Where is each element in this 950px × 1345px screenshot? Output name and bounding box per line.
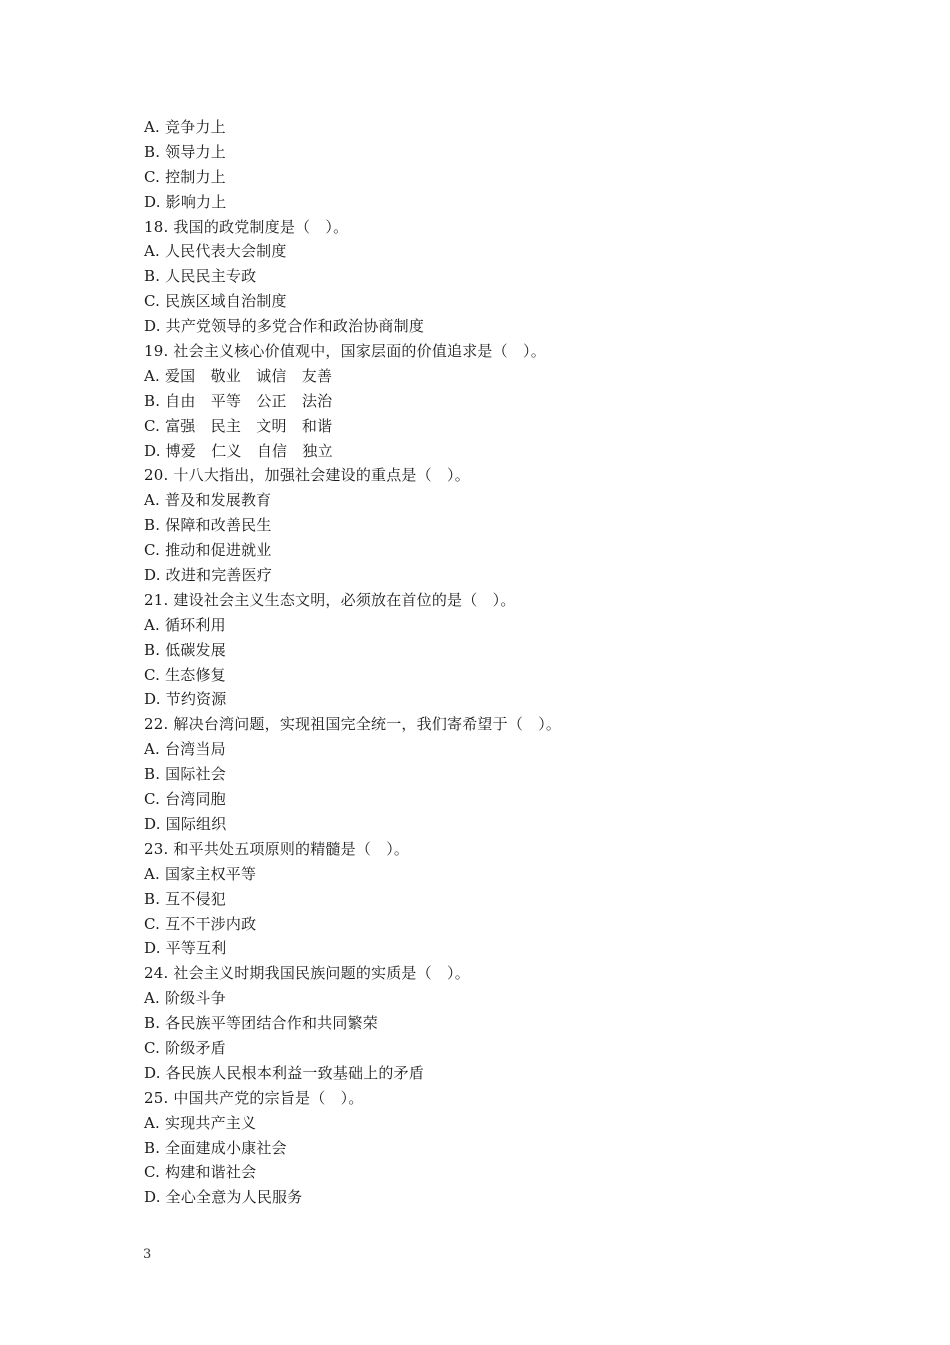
answer-option: A. 国家主权平等 — [144, 864, 257, 883]
answer-option: A. 台湾当局 — [144, 740, 226, 759]
answer-option: D. 博爱 仁义 自信 独立 — [144, 441, 333, 460]
answer-option: C. 生态修复 — [144, 665, 226, 684]
answer-option: A. 人民代表大会制度 — [144, 242, 287, 261]
answer-option: D. 各民族人民根本利益一致基础上的矛盾 — [144, 1063, 425, 1082]
answer-option: C. 构建和谐社会 — [144, 1163, 257, 1182]
answer-option: B. 低碳发展 — [144, 640, 226, 659]
answer-option: B. 自由 平等 公正 法治 — [144, 391, 333, 410]
question-22: 22. 解决台湾问题，实现祖国完全统一，我们寄希望于（ ）。 — [144, 715, 562, 734]
answer-option: D. 国际组织 — [144, 814, 227, 833]
answer-option: B. 领导力上 — [144, 142, 226, 161]
answer-option: B. 互不侵犯 — [144, 889, 226, 908]
answer-option: C. 推动和促进就业 — [144, 541, 272, 560]
question-list — [144, 115, 864, 1210]
answer-option: A. 爱国 敬业 诚信 友善 — [144, 366, 333, 385]
answer-option: B. 国际社会 — [144, 765, 226, 784]
answer-option: A. 普及和发展教育 — [144, 491, 272, 510]
answer-option: C. 台湾同胞 — [144, 790, 226, 809]
answer-option: A. 阶级斗争 — [144, 989, 226, 1008]
answer-option: B. 全面建成小康社会 — [144, 1138, 287, 1157]
page-number: 3 — [143, 1247, 152, 1262]
answer-option: D. 共产党领导的多党合作和政治协商制度 — [144, 317, 425, 336]
answer-option: C. 互不干涉内政 — [144, 914, 257, 933]
question-18: 18. 我国的政党制度是（ ）。 — [144, 217, 349, 236]
question-19: 19. 社会主义核心价值观中，国家层面的价值追求是（ ）。 — [144, 342, 546, 361]
answer-option: C. 阶级矛盾 — [144, 1038, 226, 1057]
answer-option: D. 改进和完善医疗 — [144, 566, 273, 585]
answer-option: B. 人民民主专政 — [144, 267, 257, 286]
answer-option: A. 实现共产主义 — [144, 1113, 257, 1132]
answer-option: C. 富强 民主 文明 和谐 — [144, 416, 333, 435]
answer-option: B. 保障和改善民生 — [144, 516, 272, 535]
answer-option: D. 影响力上 — [144, 192, 227, 211]
answer-option: A. 循环利用 — [144, 615, 226, 634]
question-20: 20. 十八大指出，加强社会建设的重点是（ ）。 — [144, 466, 470, 485]
answer-option: D. 全心全意为人民服务 — [144, 1188, 303, 1207]
question-25: 25. 中国共产党的宗旨是（ ）。 — [144, 1088, 364, 1107]
answer-option: C. 控制力上 — [144, 167, 226, 186]
answer-option: D. 平等互利 — [144, 939, 227, 958]
question-23: 23. 和平共处五项原则的精髓是（ ）。 — [144, 839, 410, 858]
question-21: 21. 建设社会主义生态文明，必须放在首位的是（ ）。 — [144, 590, 516, 609]
answer-option: B. 各民族平等团结合作和共同繁荣 — [144, 1014, 378, 1033]
answer-option: C. 民族区域自治制度 — [144, 292, 287, 311]
answer-option: D. 节约资源 — [144, 690, 227, 709]
answer-option: A. 竞争力上 — [144, 118, 226, 136]
question-24: 24. 社会主义时期我国民族问题的实质是（ ）。 — [144, 964, 470, 983]
